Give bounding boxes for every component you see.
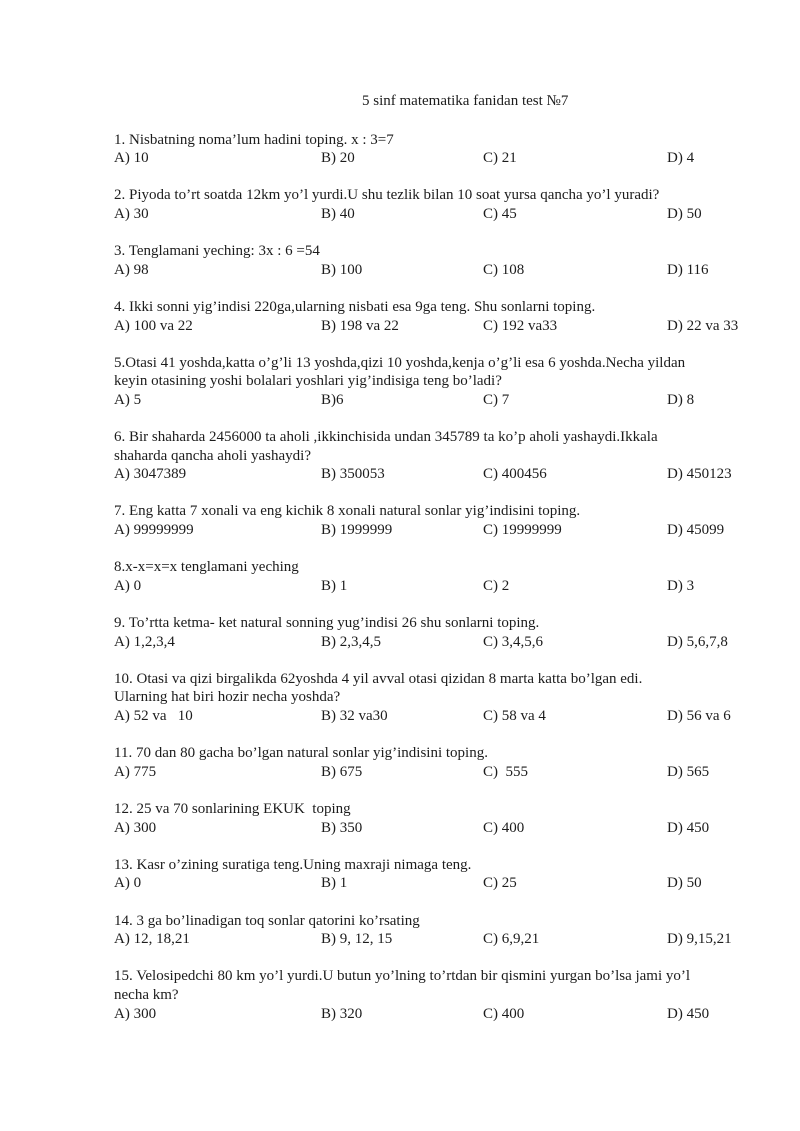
answer-option: B) 350 xyxy=(321,819,363,836)
question-text: 6. Bir shaharda 2456000 ta aholi ,ikkinchisida undan 345789 ta ko’p aholi yashaydi.Ikkala shaharda qancha aholi yashaydi? xyxy=(114,429,658,464)
answer-option: C) 555 xyxy=(483,763,528,780)
answer-option: D) 8 xyxy=(667,391,695,408)
question-text: 14. 3 ga bo’linadigan toq sonlar qatorini ko’rsating xyxy=(114,912,420,929)
answer-option: A) 5 xyxy=(114,391,142,408)
question-block-7 xyxy=(114,502,744,539)
question-text: 9. To’rtta ketma- ket natural sonning yug’indisi 26 shu sonlarni toping. xyxy=(114,615,540,632)
question-block-4 xyxy=(114,298,744,335)
answer-option: A) 10 xyxy=(114,150,149,167)
answer-row xyxy=(114,205,744,224)
answer-option: D) 9,15,21 xyxy=(667,931,732,948)
question-block-15 xyxy=(114,967,744,1023)
question-block-3 xyxy=(114,242,744,279)
answer-row xyxy=(114,465,744,484)
answer-option: D) 450 xyxy=(667,1005,710,1022)
answer-row xyxy=(114,874,744,893)
answer-row xyxy=(114,633,744,652)
question-block-9 xyxy=(114,614,744,651)
answer-option: C) 2 xyxy=(483,577,510,594)
answer-option: D) 450 xyxy=(667,819,710,836)
answer-option: D) 116 xyxy=(667,261,709,278)
answer-option: B) 1 xyxy=(321,577,348,594)
answer-option: C) 7 xyxy=(483,391,510,408)
question-list xyxy=(114,131,744,1024)
answer-option: B) 100 xyxy=(321,261,363,278)
answer-option: B) 675 xyxy=(321,763,363,780)
question-block-1 xyxy=(114,131,744,168)
question-text: 1. Nisbatning noma’lum hadini toping. x : 3=7 xyxy=(114,131,394,148)
answer-option: D) 565 xyxy=(667,763,710,780)
answer-option: C) 400456 xyxy=(483,466,547,483)
answer-option: C) 21 xyxy=(483,150,517,167)
page-title: 5 sinf matematika fanidan test №7 xyxy=(362,93,569,109)
answer-option: A) 0 xyxy=(114,577,142,594)
answer-option: C) 58 va 4 xyxy=(483,708,546,724)
answer-option: C) 25 xyxy=(483,875,517,892)
answer-row xyxy=(114,521,744,540)
answer-option: D) 4 xyxy=(667,150,695,167)
question-text: 4. Ikki sonni yig’indisi 220ga,ularning nisbati esa 9ga teng. Shu sonlarni toping. xyxy=(114,298,596,315)
answer-option: B) 320 xyxy=(321,1005,363,1022)
question-text: 15. Velosipedchi 80 km yo’l yurdi.U butun yo’lning to’rtdan bir qismini yurgan bo’lsa jami yo’l necha km? xyxy=(114,968,691,1003)
answer-option: B) 350053 xyxy=(321,466,385,483)
answer-option: C) 400 xyxy=(483,819,525,836)
question-text: 13. Kasr o’zining suratiga teng.Uning maxraji nimaga teng. xyxy=(114,856,472,873)
question-text: 12. 25 va 70 sonlarining EKUK toping xyxy=(114,800,351,817)
answer-option: A) 99999999 xyxy=(114,522,194,539)
answer-option: D) 22 va 33 xyxy=(667,317,739,334)
answer-option: D) 56 va 6 xyxy=(667,708,731,724)
answer-option: A) 300 xyxy=(114,1005,157,1022)
answer-option: A) 52 va 10 xyxy=(114,708,193,724)
answer-option: C) 45 xyxy=(483,205,517,222)
answer-option: A) 98 xyxy=(114,261,149,278)
answer-option: C) 3,4,5,6 xyxy=(483,633,543,650)
answer-row xyxy=(114,819,744,838)
answer-option: B) 1999999 xyxy=(321,522,393,539)
answer-option: D) 50 xyxy=(667,205,702,222)
question-text: 7. Eng katta 7 xonali va eng kichik 8 xonali natural sonlar yig’indisini toping. xyxy=(114,503,581,520)
answer-option: D) 45099 xyxy=(667,522,725,539)
question-text: 2. Piyoda to’rt soatda 12km yo’l yurdi.U shu tezlik bilan 10 soat yursa qancha yo’l yuradi? xyxy=(114,187,660,204)
answer-option: A) 100 va 22 xyxy=(114,317,193,334)
answer-option: C) 192 va33 xyxy=(483,317,558,334)
answer-row xyxy=(114,261,744,280)
answer-option: B) 198 va 22 xyxy=(321,317,399,334)
answer-option: B) 40 xyxy=(321,205,355,222)
answer-row xyxy=(114,930,744,949)
answer-option: A) 30 xyxy=(114,205,149,222)
answer-option: B) 9, 12, 15 xyxy=(321,931,393,948)
answer-option: A) 0 xyxy=(114,875,142,892)
answer-option: C) 19999999 xyxy=(483,522,562,539)
answer-option: A) 3047389 xyxy=(114,466,187,483)
answer-option: D) 450123 xyxy=(667,466,732,483)
question-block-10 xyxy=(114,670,744,726)
answer-row xyxy=(114,577,744,596)
answer-option: A) 300 xyxy=(114,819,157,836)
answer-option: B) 1 xyxy=(321,875,348,892)
answer-row xyxy=(114,317,744,336)
answer-option: A) 1,2,3,4 xyxy=(114,633,175,650)
answer-option: C) 6,9,21 xyxy=(483,931,540,948)
question-text: 11. 70 dan 80 gacha bo’lgan natural sonlar yig’indisini toping. xyxy=(114,745,488,762)
question-block-11 xyxy=(114,744,744,781)
answer-row xyxy=(114,1005,744,1024)
question-block-8 xyxy=(114,558,744,595)
question-text: 3. Tenglamani yeching: 3x : 6 =54 xyxy=(114,243,320,260)
answer-option: D) 50 xyxy=(667,875,702,892)
question-text: 8.x-x=x=x tenglamani yeching xyxy=(114,559,299,576)
answer-option: C) 108 xyxy=(483,261,525,278)
question-block-2 xyxy=(114,186,744,223)
answer-option: B)6 xyxy=(321,391,344,408)
answer-option: A) 775 xyxy=(114,763,157,780)
answer-option: C) 400 xyxy=(483,1005,525,1022)
answer-option: D) 3 xyxy=(667,577,695,594)
answer-row xyxy=(114,707,744,726)
question-block-6 xyxy=(114,428,744,484)
answer-row xyxy=(114,149,744,168)
question-block-14 xyxy=(114,912,744,949)
answer-option: D) 5,6,7,8 xyxy=(667,633,728,650)
answer-row xyxy=(114,763,744,782)
answer-option: B) 2,3,4,5 xyxy=(321,633,381,650)
question-block-13 xyxy=(114,856,744,893)
question-block-12 xyxy=(114,800,744,837)
answer-option: B) 20 xyxy=(321,150,355,167)
question-block-5 xyxy=(114,354,744,410)
question-text: 5.Otasi 41 yoshda,katta o’g’li 13 yoshda,qizi 10 yoshda,kenja o’g’li esa 6 yoshda.Necha yildan keyin otasining yoshi bolalari yoshlari yig’indisiga teng bo’ladi? xyxy=(114,354,686,390)
answer-option: A) 12, 18,21 xyxy=(114,931,190,948)
answer-option: B) 32 va30 xyxy=(321,708,388,724)
question-text: 10. Otasi va qizi birgalikda 62yoshda 4 yil avval otasi qizidan 8 marta katta bo’lgan edi. Ularning hat biri hozir necha yoshda? xyxy=(114,670,643,706)
answer-row xyxy=(114,391,744,410)
